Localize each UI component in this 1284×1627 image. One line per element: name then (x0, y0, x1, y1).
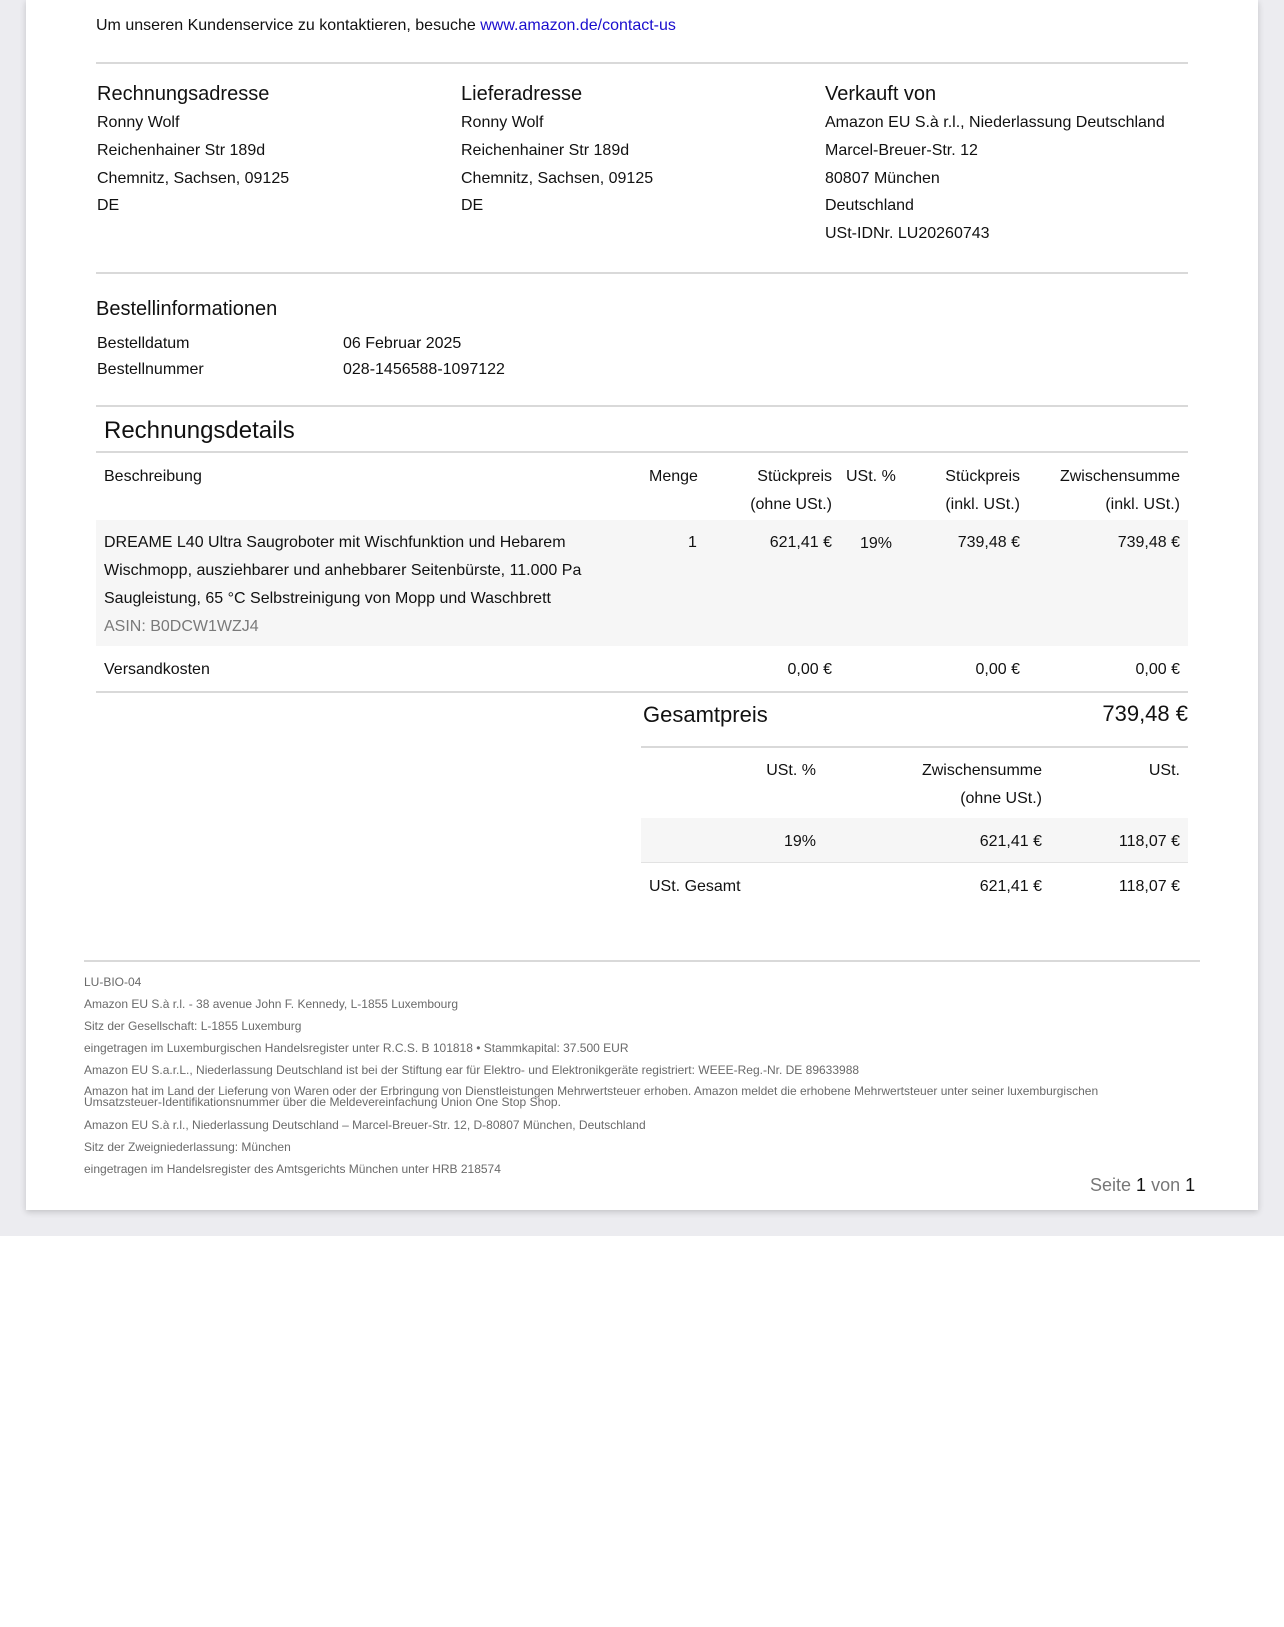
item-quantity: 1 (688, 534, 697, 551)
vat-col-subtotal-sub: (ohne USt.) (960, 790, 1042, 807)
shipping-cost-label: Versandkosten (104, 661, 210, 678)
col-unit-net-sub: (ohne USt.) (750, 496, 832, 513)
shipping-line: DE (461, 197, 484, 214)
total-label: Gesamtpreis (643, 702, 768, 727)
col-quantity: Menge (649, 468, 698, 485)
page-seite: Seite (1090, 1175, 1132, 1195)
footer-line: Amazon EU S.à r.l. - 38 avenue John F. Kennedy, L-1855 Luxembourg (84, 997, 459, 1011)
shipping-subtotal: 0,00 € (1135, 661, 1180, 678)
billing-line: Chemnitz, Sachsen, 09125 (97, 170, 290, 187)
divider (641, 862, 1188, 863)
vat-row-rate: 19% (783, 833, 816, 850)
col-vat: USt. % (846, 468, 896, 485)
page-current: 1 (1136, 1175, 1147, 1195)
shipping-line: Ronny Wolf (461, 114, 544, 131)
divider (96, 272, 1188, 274)
col-subtotal-sub: (inkl. USt.) (1105, 496, 1180, 513)
seller-line: Amazon EU S.à r.l., Niederlassung Deutschland (825, 114, 1165, 131)
footer-line: LU-BIO-04 (84, 975, 142, 989)
contact-text: Um unseren Kundenservice zu kontaktieren, besuche (96, 17, 476, 34)
col-unit-gross: Stückpreis (945, 468, 1020, 485)
seller-line: 80807 München (825, 170, 940, 187)
vat-row-subtotal: 621,41 € (979, 833, 1042, 850)
item-subtotal: 739,48 € (1117, 534, 1180, 551)
order-number-value: 028-1456588-1097122 (343, 361, 505, 378)
seller-line: Deutschland (825, 197, 914, 214)
item-desc-line: Saugleistung, 65 °C Selbstreinigung von Mopp und Waschbrett (104, 590, 551, 607)
billing-line: Reichenhainer Str 189d (97, 142, 266, 159)
vat-col-subtotal: Zwischensumme (921, 762, 1042, 779)
order-title: Bestellinformationen (96, 298, 278, 320)
col-subtotal: Zwischensumme (1059, 468, 1180, 485)
billing-line: Ronny Wolf (97, 114, 180, 131)
page-total: 1 (1185, 1175, 1196, 1195)
footer-line: Amazon hat im Land der Lieferung von Waren oder der Erbringung von Dienstleistungen Mehrwertsteuer erhoben. Amazon meldet die erhobene Mehrwertsteuer unter seiner luxemburgischen Umsatzsteuer-Identifikationsnummer über die Meldevereinfachung Union One Stop Shop. (84, 1084, 1099, 1109)
shipping-line: Reichenhainer Str 189d (461, 142, 630, 159)
vat-sum-subtotal: 621,41 € (979, 878, 1042, 895)
billing-title: Rechnungsadresse (97, 83, 270, 105)
footer-line: eingetragen im Handelsregister des Amtsgerichts München unter HRB 218574 (84, 1162, 501, 1176)
item-asin: ASIN: B0DCW1WZJ4 (104, 618, 259, 635)
shipping-title: Lieferadresse (461, 83, 583, 105)
vat-sum-vat: 118,07 € (1118, 878, 1180, 895)
col-unit-gross-sub: (inkl. USt.) (945, 496, 1020, 513)
footer-line: eingetragen im Luxemburgischen Handelsregister unter R.C.S. B 101818 • Stammkapital: 37.500 EUR (84, 1041, 629, 1055)
col-description: Beschreibung (104, 468, 202, 485)
footer-line: Amazon EU S.à r.l., Niederlassung Deutschland – Marcel-Breuer-Str. 12, D-80807 München, Deutschland (84, 1118, 646, 1132)
footer-line: Sitz der Zweigniederlassung: München (84, 1140, 291, 1154)
order-date-label: Bestelldatum (97, 335, 190, 352)
shipping-unit-net: 0,00 € (787, 661, 832, 678)
footer-line: Amazon EU S.a.r.L., Niederlassung Deutschland ist bei der Stiftung ear für Elektro- und Elektronikgeräte registriert: WEEE-Reg.-Nr. DE 89633988 (84, 1063, 860, 1077)
contact-link[interactable]: www.amazon.de/contact-us (480, 17, 676, 34)
col-unit-net: Stückpreis (757, 468, 832, 485)
footer-divider (84, 960, 1200, 962)
vat-sum-label: USt. Gesamt (649, 878, 741, 895)
vat-col-vat: USt. (1148, 762, 1180, 779)
shipping-line: Chemnitz, Sachsen, 09125 (461, 170, 654, 187)
item-vat: 19% (860, 535, 893, 552)
page-von: von (1151, 1175, 1181, 1195)
seller-line: Marcel-Breuer-Str. 12 (825, 142, 978, 159)
invoice-page (26, 0, 1258, 1210)
total-value: 739,48 € (1102, 701, 1188, 726)
divider (96, 405, 1188, 407)
seller-title: Verkauft von (825, 83, 937, 105)
divider (96, 62, 1188, 64)
divider (96, 451, 1188, 453)
order-number-label: Bestellnummer (97, 361, 204, 378)
seller-line: USt-IDNr. LU20260743 (825, 225, 990, 242)
item-unit-net: 621,41 € (769, 534, 832, 551)
item-desc-line: Wischmopp, ausziehbarer und anhebbarer Seitenbürste, 11.000 Pa (104, 562, 582, 579)
details-title: Rechnungsdetails (104, 417, 295, 444)
item-unit-gross: 739,48 € (957, 534, 1020, 551)
item-desc-line: DREAME L40 Ultra Saugroboter mit Wischfunktion und Hebarem (104, 534, 566, 551)
divider (641, 746, 1188, 748)
billing-line: DE (97, 197, 120, 214)
vat-col-rate: USt. % (766, 762, 816, 779)
shipping-unit-gross: 0,00 € (975, 661, 1020, 678)
order-date-value: 06 Februar 2025 (343, 335, 462, 352)
page-indicator (1090, 1175, 1195, 1196)
contact-line (96, 17, 676, 35)
vat-row-vat: 118,07 € (1118, 833, 1180, 850)
footer-line: Sitz der Gesellschaft: L-1855 Luxemburg (84, 1019, 302, 1033)
divider (96, 691, 1188, 693)
